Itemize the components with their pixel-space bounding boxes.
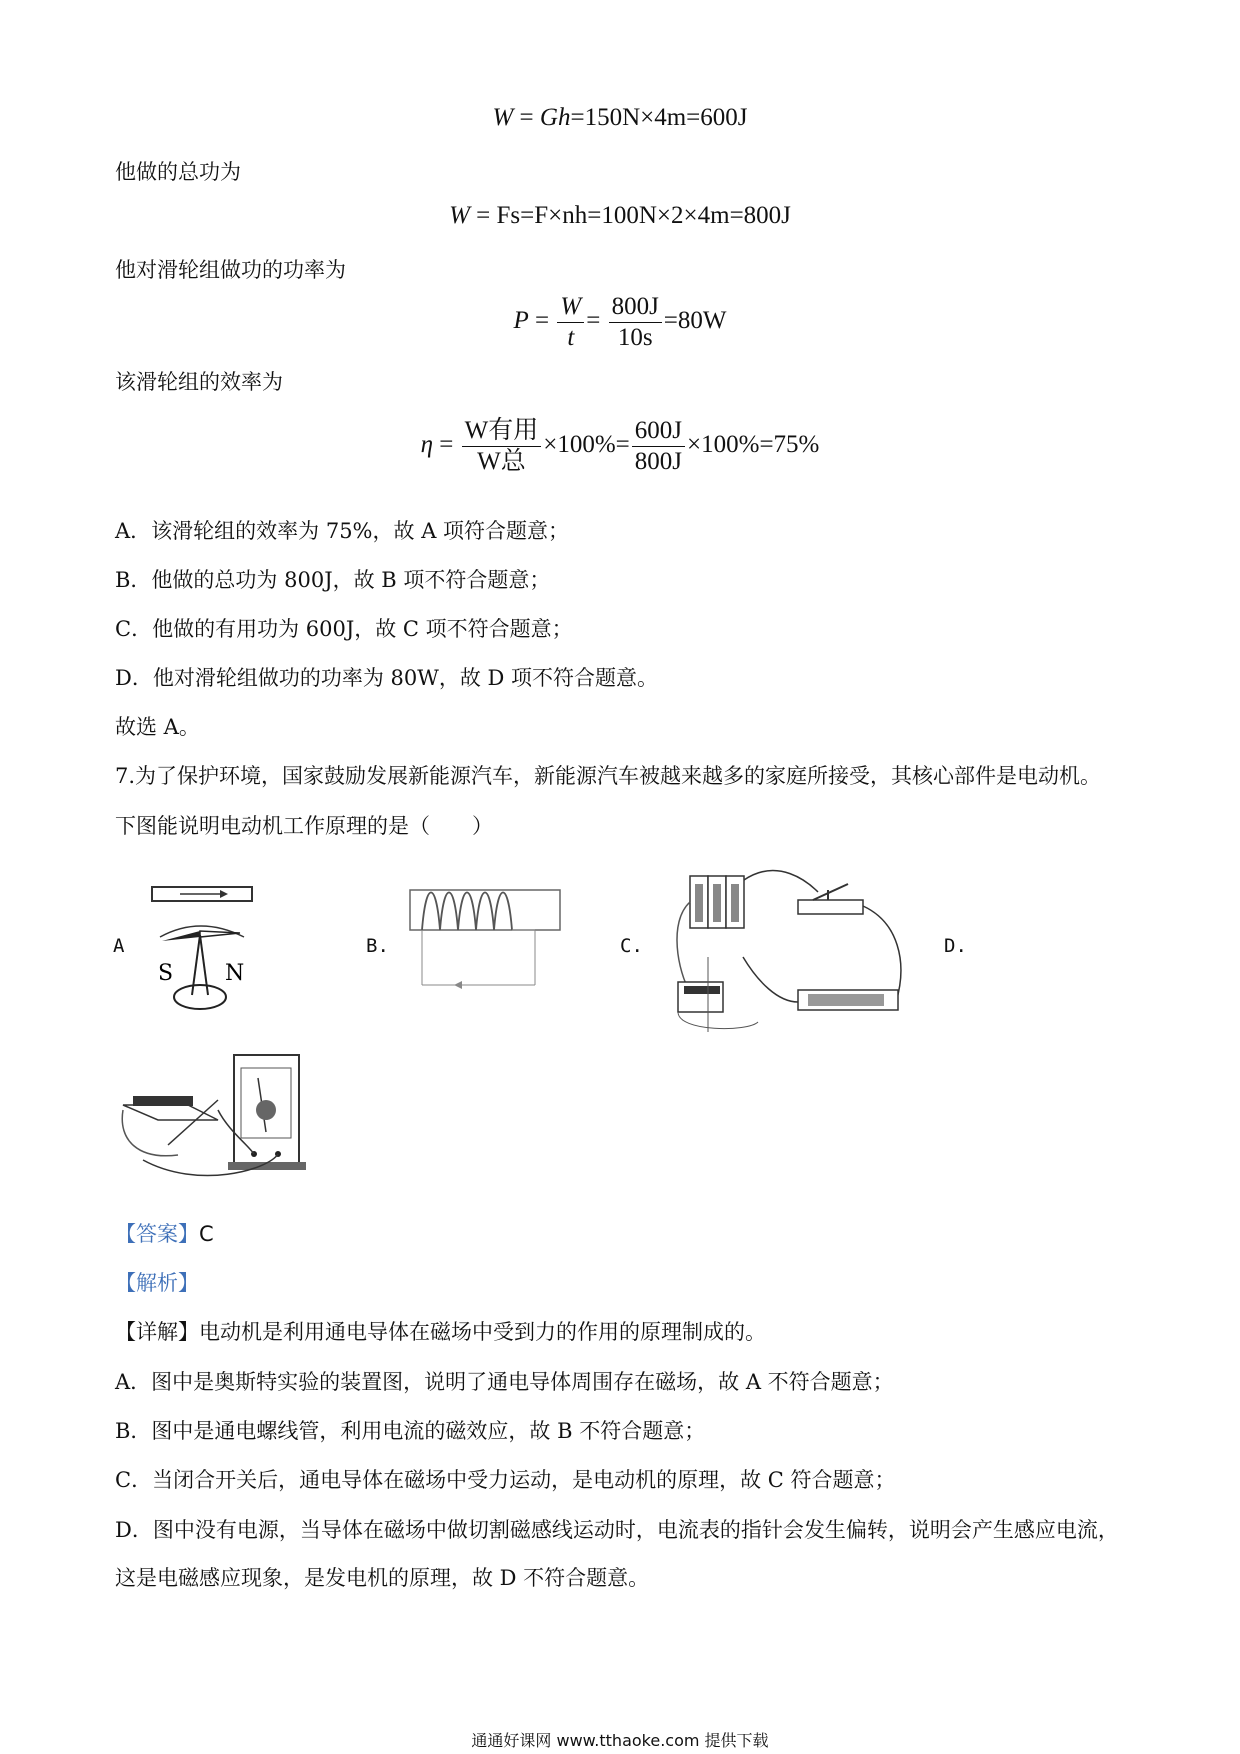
text-efficiency: 该滑轮组的效率为 xyxy=(115,370,283,394)
numerator: W xyxy=(560,293,582,320)
eq-lhs: W xyxy=(492,104,514,131)
figure-b-solenoid xyxy=(400,880,570,995)
option-label-b: B. xyxy=(366,935,389,957)
analysis-option-b: B．他做的总功为 800J，故 B 项不符合题意； xyxy=(115,568,551,592)
numerator: W有用 xyxy=(462,416,542,447)
analysis2-option-c: C．当闭合开关后，通电导体在磁场中受力运动，是电动机的原理，故 C 符合题意； xyxy=(115,1468,896,1492)
analysis-option-c: C．他做的有用功为 600J，故 C 项不符合题意； xyxy=(115,617,573,641)
page-footer: 通通好课网 www.tthaoke.com 提供下载 xyxy=(471,1731,769,1750)
eq-var: Gh xyxy=(539,104,571,131)
denominator: t xyxy=(567,324,575,351)
figure-c-motor-principle xyxy=(668,862,918,1037)
analysis2-option-d: D．图中没有电源，当导体在磁场中做切割磁感线运动时，电流表的指针会发生偏转，说明会产生感应电流， xyxy=(115,1518,1119,1542)
eq-rhs: 150N×4m=600J xyxy=(584,104,748,131)
figure-a-oersted-compass xyxy=(140,875,270,1015)
denominator: W总 xyxy=(477,448,526,475)
eq-mid: ×100%= xyxy=(543,431,630,459)
equation-power: P = $\frac{W}{t}$ = $\frac{800J}{10s}$ =80W xyxy=(513,293,727,351)
equation-useful-work: W = Gh=150N×4m=600J xyxy=(492,104,748,131)
numerator: 600J xyxy=(632,416,685,447)
answer-label: 【答案】 xyxy=(115,1222,199,1246)
fraction-values xyxy=(632,416,685,477)
option-label-c: C. xyxy=(620,935,643,957)
equation-total-work: W = Fs=F×nh=100N×2×4m=800J xyxy=(449,202,791,229)
eq-lhs: η xyxy=(420,431,434,459)
question-7-line2: 下图能说明电动机工作原理的是（ ） xyxy=(115,814,493,838)
fraction-values xyxy=(609,292,662,353)
fraction-w-useful-over-total xyxy=(462,416,542,477)
equation-efficiency: η = $\frac{\text{W有用}}{\text{W总}}$ ×100%= $\frac{600J}{800J}$ ×100%=75% xyxy=(420,417,820,475)
text-power: 他对滑轮组做功的功率为 xyxy=(115,258,346,282)
fraction-w-over-t xyxy=(557,292,584,353)
detail-explanation: 【详解】电动机是利用通电导体在磁场中受到力的作用的原理制成的。 xyxy=(115,1320,766,1344)
option-label-a: A xyxy=(113,935,125,957)
analysis-option-a: A．该滑轮组的效率为 75%，故 A 项符合题意； xyxy=(115,519,570,543)
conclusion-choose-a: 故选 A。 xyxy=(115,715,200,739)
analysis-label: 【解析】 xyxy=(115,1271,199,1295)
eq-lhs: W xyxy=(449,202,470,229)
compass-n-label: N xyxy=(225,961,245,986)
analysis-option-d: D．他对滑轮组做功的功率为 80W，故 D 项不符合题意。 xyxy=(115,666,659,690)
numerator: 800J xyxy=(609,292,662,323)
compass-s-label: S xyxy=(158,961,174,986)
analysis2-option-a: A．图中是奥斯特实验的装置图，说明了通电导体周围存在磁场，故 A 不符合题意； xyxy=(115,1370,894,1394)
answer-line xyxy=(115,1218,214,1248)
denominator: 800J xyxy=(634,448,683,475)
text-total-work: 他做的总功为 xyxy=(115,160,241,184)
question-7-line1: 7.为了保护环境，国家鼓励发展新能源汽车，新能源汽车被越来越多的家庭所接受，其核心部件是电动机。 xyxy=(115,764,1102,788)
eq-result: ×100%=75% xyxy=(687,431,820,459)
option-label-d: D. xyxy=(944,935,967,957)
eq-result: =80W xyxy=(663,307,727,335)
figure-d-generator-principle xyxy=(118,1050,313,1190)
eq-rhs: Fs=F×nh=100N×2×4m=800J xyxy=(496,202,791,229)
denominator: 10s xyxy=(617,324,653,351)
analysis2-option-b: B．图中是通电螺线管，利用电流的磁效应，故 B 不符合题意； xyxy=(115,1419,706,1443)
answer-value: C xyxy=(199,1222,214,1246)
analysis2-option-d-cont: 这是电磁感应现象，是发电机的原理，故 D 不符合题意。 xyxy=(115,1566,650,1590)
eq-lhs: P xyxy=(513,307,529,335)
